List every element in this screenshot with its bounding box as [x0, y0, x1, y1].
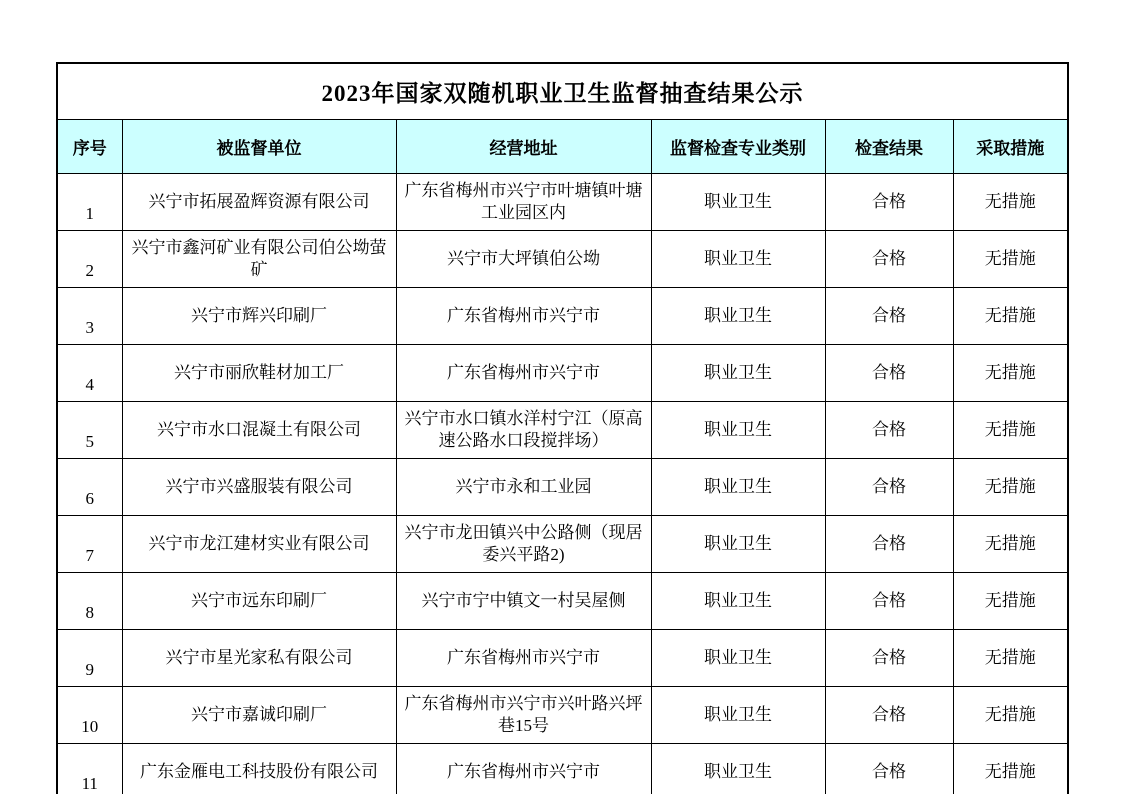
cell-seq: 9 [57, 630, 122, 687]
cell-seq: 5 [57, 402, 122, 459]
cell-inspection-result: 合格 [825, 687, 953, 744]
cell-measures-taken: 无措施 [953, 516, 1068, 573]
cell-inspection-result: 合格 [825, 345, 953, 402]
cell-measures-taken: 无措施 [953, 288, 1068, 345]
cell-seq: 11 [57, 744, 122, 794]
cell-inspection-result: 合格 [825, 174, 953, 231]
table-row [57, 573, 1068, 630]
cell-business-address: 广东省梅州市兴宁市 [396, 744, 651, 794]
table-row [57, 174, 1068, 231]
table-body [57, 174, 1068, 794]
cell-inspection-category: 职业卫生 [651, 231, 825, 288]
cell-business-address: 广东省梅州市兴宁市 [396, 288, 651, 345]
cell-measures-taken: 无措施 [953, 744, 1068, 794]
cell-inspection-result: 合格 [825, 288, 953, 345]
cell-inspection-result: 合格 [825, 573, 953, 630]
table-row [57, 345, 1068, 402]
cell-inspection-category: 职业卫生 [651, 402, 825, 459]
cell-measures-taken: 无措施 [953, 687, 1068, 744]
cell-seq: 4 [57, 345, 122, 402]
cell-inspection-result: 合格 [825, 402, 953, 459]
cell-inspection-category: 职业卫生 [651, 630, 825, 687]
cell-seq: 3 [57, 288, 122, 345]
cell-supervised-unit: 兴宁市水口混凝土有限公司 [122, 402, 396, 459]
table-row [57, 459, 1068, 516]
cell-business-address: 兴宁市水口镇水洋村宁江（原高速公路水口段搅拌场） [396, 402, 651, 459]
header-row [57, 120, 1068, 174]
cell-measures-taken: 无措施 [953, 459, 1068, 516]
cell-supervised-unit: 兴宁市龙江建材实业有限公司 [122, 516, 396, 573]
cell-inspection-category: 职业卫生 [651, 345, 825, 402]
inspection-results-table [56, 62, 1069, 794]
table-row [57, 231, 1068, 288]
cell-supervised-unit: 兴宁市鑫河矿业有限公司伯公坳萤矿 [122, 231, 396, 288]
cell-supervised-unit: 广东金雁电工科技股份有限公司 [122, 744, 396, 794]
column-header-measures-taken: 采取措施 [953, 120, 1068, 174]
cell-measures-taken: 无措施 [953, 345, 1068, 402]
cell-supervised-unit: 兴宁市嘉诚印刷厂 [122, 687, 396, 744]
cell-inspection-category: 职业卫生 [651, 573, 825, 630]
cell-measures-taken: 无措施 [953, 402, 1068, 459]
cell-inspection-result: 合格 [825, 459, 953, 516]
cell-business-address: 兴宁市龙田镇兴中公路侧（现居委兴平路2) [396, 516, 651, 573]
table-row [57, 630, 1068, 687]
cell-business-address: 广东省梅州市兴宁市 [396, 630, 651, 687]
cell-supervised-unit: 兴宁市丽欣鞋材加工厂 [122, 345, 396, 402]
cell-supervised-unit: 兴宁市星光家私有限公司 [122, 630, 396, 687]
cell-business-address: 兴宁市大坪镇伯公坳 [396, 231, 651, 288]
cell-measures-taken: 无措施 [953, 174, 1068, 231]
cell-inspection-category: 职业卫生 [651, 174, 825, 231]
cell-business-address: 兴宁市宁中镇文一村吴屋侧 [396, 573, 651, 630]
cell-seq: 10 [57, 687, 122, 744]
table-row [57, 687, 1068, 744]
cell-inspection-category: 职业卫生 [651, 459, 825, 516]
column-header-supervised-unit: 被监督单位 [122, 120, 396, 174]
cell-supervised-unit: 兴宁市辉兴印刷厂 [122, 288, 396, 345]
cell-business-address: 广东省梅州市兴宁市 [396, 345, 651, 402]
cell-inspection-result: 合格 [825, 630, 953, 687]
cell-inspection-category: 职业卫生 [651, 687, 825, 744]
table-row [57, 516, 1068, 573]
column-header-inspection-category: 监督检查专业类别 [651, 120, 825, 174]
cell-supervised-unit: 兴宁市兴盛服装有限公司 [122, 459, 396, 516]
table-row [57, 288, 1068, 345]
cell-supervised-unit: 兴宁市远东印刷厂 [122, 573, 396, 630]
cell-measures-taken: 无措施 [953, 231, 1068, 288]
cell-supervised-unit: 兴宁市拓展盈辉资源有限公司 [122, 174, 396, 231]
cell-business-address: 广东省梅州市兴宁市叶塘镇叶塘工业园区内 [396, 174, 651, 231]
cell-seq: 2 [57, 231, 122, 288]
cell-measures-taken: 无措施 [953, 630, 1068, 687]
cell-inspection-result: 合格 [825, 516, 953, 573]
cell-seq: 6 [57, 459, 122, 516]
cell-inspection-category: 职业卫生 [651, 516, 825, 573]
table-row [57, 744, 1068, 794]
cell-seq: 1 [57, 174, 122, 231]
cell-seq: 8 [57, 573, 122, 630]
cell-inspection-result: 合格 [825, 231, 953, 288]
table-row [57, 402, 1068, 459]
cell-inspection-category: 职业卫生 [651, 744, 825, 794]
cell-business-address: 兴宁市永和工业园 [396, 459, 651, 516]
column-header-inspection-result: 检查结果 [825, 120, 953, 174]
cell-inspection-result: 合格 [825, 744, 953, 794]
cell-seq: 7 [57, 516, 122, 573]
page-title: 2023年国家双随机职业卫生监督抽查结果公示 [57, 63, 1068, 120]
column-header-seq: 序号 [57, 120, 122, 174]
title-row [57, 63, 1068, 120]
cell-inspection-category: 职业卫生 [651, 288, 825, 345]
column-header-business-address: 经营地址 [396, 120, 651, 174]
cell-business-address: 广东省梅州市兴宁市兴叶路兴坪巷15号 [396, 687, 651, 744]
cell-measures-taken: 无措施 [953, 573, 1068, 630]
